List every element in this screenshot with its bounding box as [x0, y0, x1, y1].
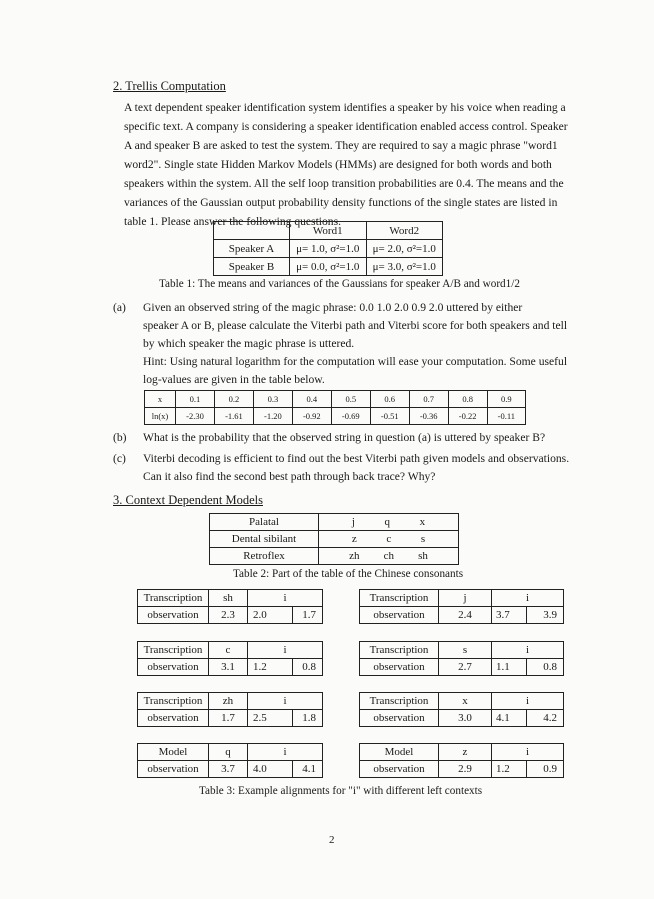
alignment-obs: 4.1	[492, 710, 527, 727]
alignment-vowel: i	[248, 744, 323, 761]
alignment-consonant: s	[439, 642, 492, 659]
question-c-line-2: Can it also find the second best path through back trace? Why?	[143, 470, 436, 483]
table1-cell: μ= 3.0, σ²=1.0	[366, 258, 443, 276]
table-3-caption: Table 3: Example alignments for "i" with different left contexts	[199, 785, 483, 797]
alignment-obs: 2.9	[439, 761, 492, 778]
alignment-bottom-label: observation	[360, 710, 439, 727]
consonant: z	[351, 533, 357, 545]
table1-corner	[214, 222, 290, 240]
alignment-vowel: i	[492, 693, 564, 710]
alignment-vowel: i	[492, 744, 564, 761]
question-a-line-2: speaker A or B, please calculate the Viterbi path and Viterbi score for both speakers and tell	[143, 319, 568, 332]
alignment-obs: 1.2	[492, 761, 527, 778]
alignment-obs: 1.7	[293, 607, 323, 624]
consonant-category: Retroflex	[210, 548, 319, 565]
log-table-x-label: x	[145, 391, 176, 408]
alignment-obs: 2.0	[248, 607, 293, 624]
consonant: ch	[383, 550, 394, 562]
alignment-obs: 3.9	[527, 607, 564, 624]
intro-line-4: word2". Single state Hidden Markov Models (HMMs) are designed for both words and both	[124, 158, 552, 171]
consonant: j	[351, 516, 355, 528]
log-table-x-cell: 0.8	[448, 391, 487, 408]
alignment-top-label: Model	[360, 744, 439, 761]
log-table-lnx-cell: -1.20	[253, 408, 292, 425]
consonant: c	[386, 533, 392, 545]
question-a-line-4: Hint: Using natural logarithm for the computation will ease your computation. Some useful	[143, 355, 568, 368]
question-c-line-1: Viterbi decoding is efficient to find out the best Viterbi path given models and observations.	[143, 452, 570, 465]
table-1	[213, 221, 443, 276]
intro-line-5: speakers within the system. All the self loop transition probabilities are 0.4. The means and the	[124, 177, 564, 190]
alignment-obs: 1.8	[293, 710, 323, 727]
question-b-text: What is the probability that the observed string in question (a) is uttered by speaker B?	[143, 431, 546, 444]
page-number: 2	[329, 834, 335, 846]
log-table-x-cell: 0.3	[253, 391, 292, 408]
alignment-obs: 4.0	[248, 761, 293, 778]
alignment-top-label: Transcription	[138, 693, 209, 710]
alignment-consonant: z	[439, 744, 492, 761]
consonant: q	[384, 516, 391, 528]
question-a-line-3: by which speaker the magic phrase is uttered.	[143, 337, 355, 350]
log-table-x-cell: 0.2	[214, 391, 253, 408]
log-table-x-cell: 0.4	[292, 391, 331, 408]
table-2-caption: Table 2: Part of the table of the Chinese consonants	[233, 568, 464, 580]
alignment-obs: 4.2	[527, 710, 564, 727]
intro-line-3: A and speaker B are asked to test the system. They are required to say a magic phrase "word1	[124, 139, 558, 152]
section-2-heading: 2. Trellis Computation	[113, 79, 226, 93]
alignment-top-label: Transcription	[138, 642, 209, 659]
table1-cell: μ= 0.0, σ²=1.0	[290, 258, 367, 276]
consonant: s	[420, 533, 426, 545]
consonant-category: Dental sibilant	[210, 531, 319, 548]
log-table-x-cell: 0.5	[331, 391, 370, 408]
log-table-lnx-cell: -0.51	[370, 408, 409, 425]
question-b-label: (b)	[113, 431, 127, 444]
alignment-obs: 0.8	[293, 659, 323, 676]
table1-row-label: Speaker A	[214, 240, 290, 258]
table1-header-word1: Word1	[290, 222, 367, 240]
alignment-table	[137, 692, 323, 727]
alignment-obs: 3.7	[209, 761, 248, 778]
log-table-lnx-cell: -0.92	[292, 408, 331, 425]
alignment-table	[359, 641, 564, 676]
section-3-heading: 3. Context Dependent Models	[113, 493, 263, 507]
log-table-lnx-label: ln(x)	[145, 408, 176, 425]
log-table-lnx-cell: -0.69	[331, 408, 370, 425]
table1-cell: μ= 2.0, σ²=1.0	[366, 240, 443, 258]
log-value-table	[144, 390, 526, 425]
alignment-bottom-label: observation	[360, 761, 439, 778]
log-table-lnx-cell: -0.11	[487, 408, 525, 425]
log-table-x-cell: 0.6	[370, 391, 409, 408]
alignment-obs: 2.5	[248, 710, 293, 727]
intro-line-6: variances of the Gaussian output probability density functions of the single states are listed in	[124, 196, 558, 209]
consonant-values	[319, 514, 459, 531]
alignment-bottom-label: observation	[138, 710, 209, 727]
intro-line-1: A text dependent speaker identification system identifies a speaker by his voice when reading a	[124, 101, 566, 114]
alignment-table	[359, 692, 564, 727]
question-c-label: (c)	[113, 452, 126, 465]
alignment-obs: 0.9	[527, 761, 564, 778]
alignment-table	[137, 641, 323, 676]
alignment-vowel: i	[492, 590, 564, 607]
alignment-vowel: i	[248, 642, 323, 659]
alignment-top-label: Transcription	[138, 590, 209, 607]
alignment-consonant: c	[209, 642, 248, 659]
alignment-top-label: Transcription	[360, 693, 439, 710]
alignment-bottom-label: observation	[138, 659, 209, 676]
log-table-x-cell: 0.1	[176, 391, 215, 408]
alignment-obs: 3.7	[492, 607, 527, 624]
alignment-obs: 3.1	[209, 659, 248, 676]
consonant-values	[319, 531, 459, 548]
log-table-lnx-cell: -0.36	[409, 408, 448, 425]
alignment-obs: 2.4	[439, 607, 492, 624]
alignment-vowel: i	[248, 590, 323, 607]
log-table-lnx-cell: -2.30	[176, 408, 215, 425]
table-1-caption: Table 1: The means and variances of the Gaussians for speaker A/B and word1/2	[159, 278, 520, 290]
table1-cell: μ= 1.0, σ²=1.0	[290, 240, 367, 258]
alignment-obs: 1.7	[209, 710, 248, 727]
log-table-lnx-cell: -1.61	[214, 408, 253, 425]
log-table-x-cell: 0.7	[409, 391, 448, 408]
alignment-obs: 2.7	[439, 659, 492, 676]
alignment-table	[137, 589, 323, 624]
alignment-bottom-label: observation	[138, 607, 209, 624]
log-table-lnx-cell: -0.22	[448, 408, 487, 425]
consonant-category: Palatal	[210, 514, 319, 531]
alignment-consonant: x	[439, 693, 492, 710]
alignment-top-label: Transcription	[360, 590, 439, 607]
intro-line-7: table 1. Please answer the following questions.	[124, 215, 342, 228]
question-a-line-5: log-values are given in the table below.	[143, 373, 325, 386]
alignment-vowel: i	[492, 642, 564, 659]
alignment-obs: 0.8	[527, 659, 564, 676]
alignment-bottom-label: observation	[360, 607, 439, 624]
alignment-consonant: q	[209, 744, 248, 761]
consonant: zh	[349, 550, 360, 562]
alignment-obs: 3.0	[439, 710, 492, 727]
alignment-obs: 2.3	[209, 607, 248, 624]
alignment-vowel: i	[248, 693, 323, 710]
question-a-line-1: Given an observed string of the magic phrase: 0.0 1.0 2.0 0.9 2.0 uttered by either	[143, 301, 523, 314]
table1-header-word2: Word2	[366, 222, 443, 240]
alignment-top-label: Transcription	[360, 642, 439, 659]
alignment-bottom-label: observation	[138, 761, 209, 778]
log-table-x-cell: 0.9	[487, 391, 525, 408]
alignment-obs: 1.1	[492, 659, 527, 676]
table-2	[209, 513, 459, 565]
alignment-table	[359, 743, 564, 778]
intro-line-2: specific text. A company is considering a speaker identification enabled access control. Speaker	[124, 120, 568, 133]
alignment-consonant: j	[439, 590, 492, 607]
consonant-values	[319, 548, 459, 565]
consonant: sh	[418, 550, 428, 562]
alignment-consonant: zh	[209, 693, 248, 710]
alignment-table	[137, 743, 323, 778]
consonant: x	[419, 516, 426, 528]
question-a-label: (a)	[113, 301, 126, 314]
alignment-top-label: Model	[138, 744, 209, 761]
alignment-obs: 1.2	[248, 659, 293, 676]
alignment-bottom-label: observation	[360, 659, 439, 676]
table1-row-label: Speaker B	[214, 258, 290, 276]
alignment-consonant: sh	[209, 590, 248, 607]
alignment-table	[359, 589, 564, 624]
alignment-obs: 4.1	[293, 761, 323, 778]
